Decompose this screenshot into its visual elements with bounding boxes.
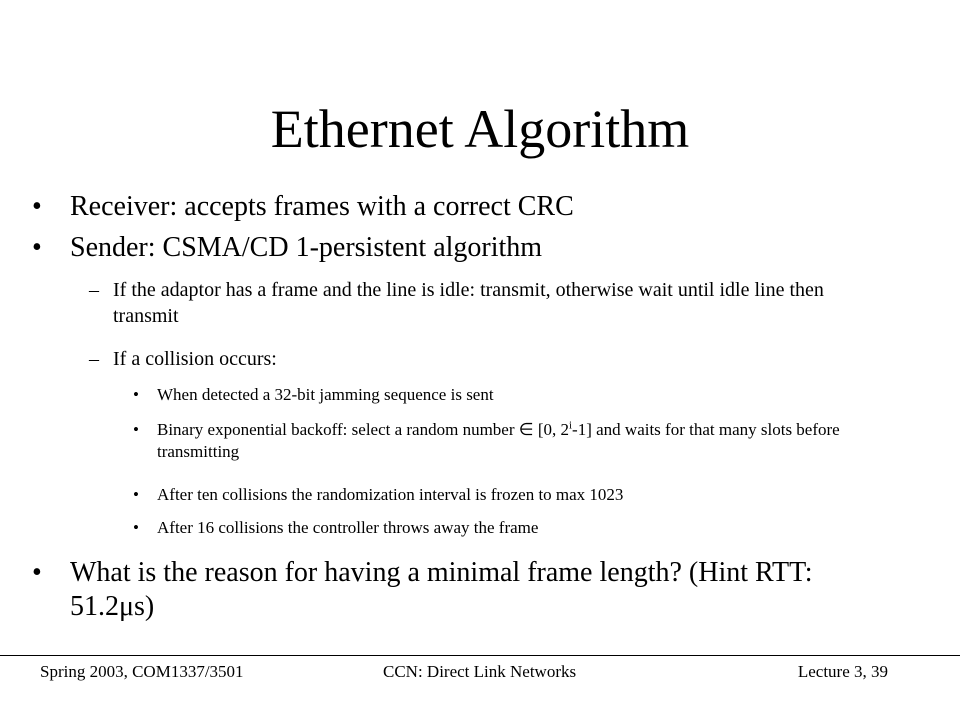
bullet-text: Sender: CSMA/CD 1-persistent algorithm: [70, 232, 543, 263]
sub-sub-bullet-text: When detected a 32-bit jamming sequence is sent: [157, 385, 494, 404]
bullet-sender: [32, 231, 910, 265]
exponent-i: i: [568, 419, 573, 432]
bullet-marker: •: [133, 385, 139, 404]
footer-course: Spring 2003, COM1337/3501: [40, 662, 244, 681]
sub-bullet-transmit: [89, 277, 893, 329]
sub-sub-bullet-text: After 16 collisions the controller throws away the frame: [157, 518, 539, 537]
bullet-text: What is the reason for having a minimal frame length? (Hint RTT: 51.2μs): [70, 557, 813, 622]
bullet-question: [32, 556, 860, 624]
footer-topic: CCN: Direct Link Networks: [383, 662, 577, 681]
sub-sub-bullet-frozen: [133, 484, 907, 506]
bullet-marker: •: [32, 232, 42, 263]
backoff-text-end: -1] and waits for that many slots before transmitting: [157, 420, 840, 461]
sub-sub-bullet-jamming: [133, 384, 907, 406]
dash-marker: –: [89, 348, 99, 370]
bullet-receiver: [32, 190, 910, 224]
bullet-text: Receiver: accepts frames with a correct CRC: [70, 191, 574, 222]
bullet-marker: •: [133, 485, 139, 504]
footer-lecture: Lecture 3, 39: [797, 662, 888, 681]
backoff-text-start: Binary exponential backoff: select a random number ∈ [0, 2: [157, 420, 569, 439]
bullet-marker: •: [32, 191, 42, 222]
bullet-marker: •: [32, 557, 42, 588]
bullet-marker: •: [133, 518, 139, 537]
footer-divider: [0, 655, 960, 656]
sub-sub-bullet-throw: [133, 517, 907, 539]
sub-sub-bullet-backoff: [133, 419, 907, 463]
sub-bullet-collision: [89, 346, 893, 372]
sub-sub-bullet-text: After ten collisions the randomization interval is frozen to max 1023: [157, 485, 624, 504]
bullet-marker: •: [133, 420, 139, 439]
sub-bullet-text: If a collision occurs:: [113, 348, 277, 370]
slide-title: Ethernet Algorithm: [270, 99, 690, 159]
dash-marker: –: [89, 279, 99, 301]
sub-bullet-text: If the adaptor has a frame and the line is idle: transmit, otherwise wait until idle line then transmit: [113, 279, 824, 327]
